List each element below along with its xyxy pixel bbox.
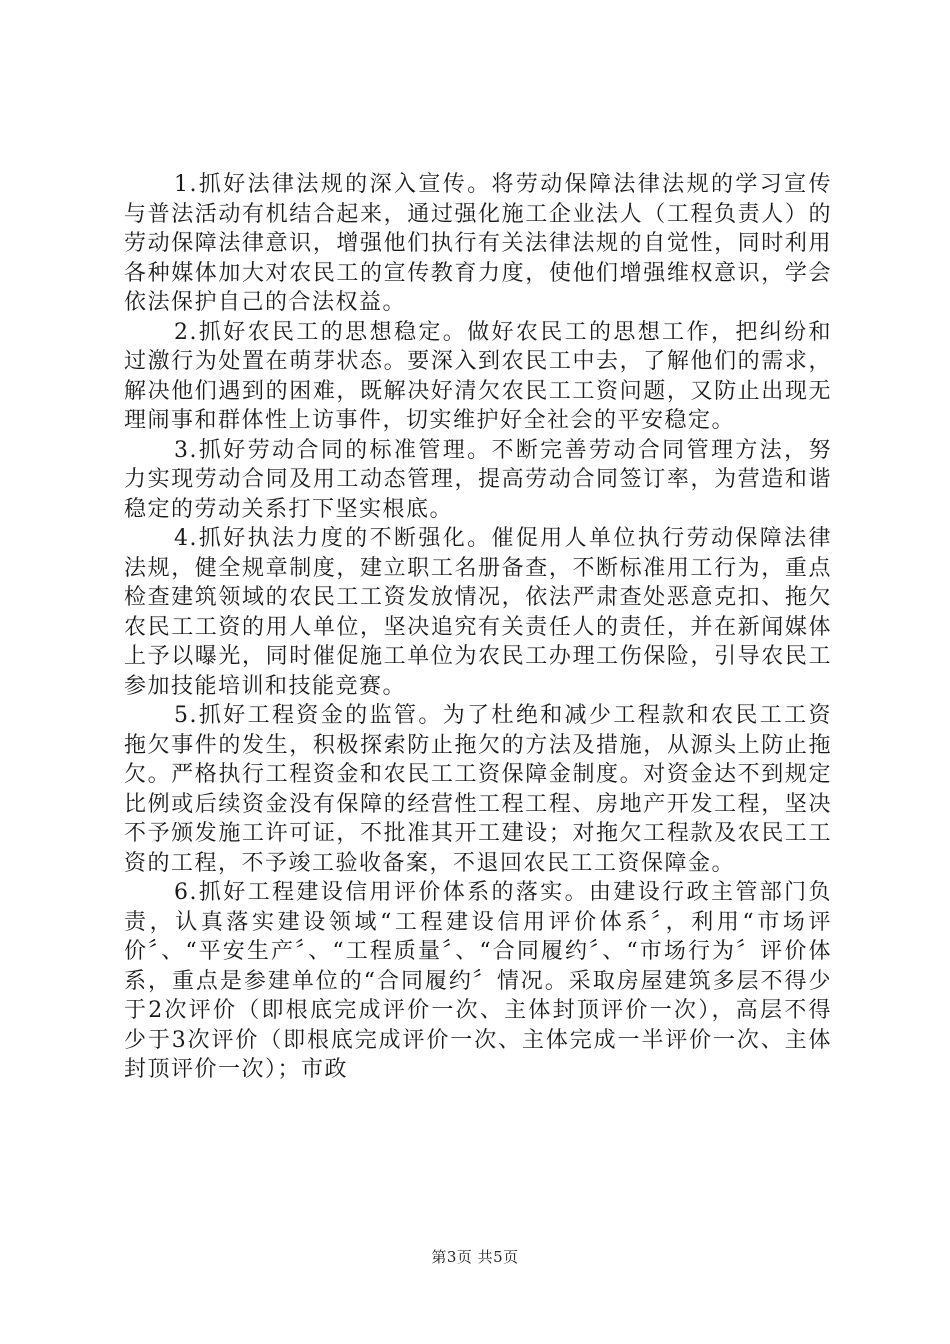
body-text xyxy=(124,170,832,1085)
paragraph-4: 4.抓好执法力度的不断强化。催促用人单位执行劳动保障法律法规，健全规章制度，建立职工名册备查，不断标准用工行为，重点检查建筑领域的农民工工资发放情况，依法严肃查处恶意克扣、拖欠农民工工资的用人单位，坚决追究有关责任人的责任，并在新闻媒体上予以曝光，同时催促施工单位为农民工办理工伤保险，引导农民工参加技能培训和技能竞赛。 xyxy=(124,526,832,699)
paragraph-6: 6.抓好工程建设信用评价体系的落实。由建设行政主管部门负责，认真落实建设领域“工程建设信用评价体系〞，利用“市场评价〞、“平安生产〞、“工程质量〞、“合同履约〞、“市场行为〞评价体系，重点是参建单位的“合同履约〞情况。采取房屋建筑多层不得少于2次评价（即根底完成评价一次、主体封顶评价一次），高层不得少于3次评价（即根底完成评价一次、主体完成一半评价一次、主体封顶评价一次）；市政 xyxy=(124,880,832,1082)
page-footer: 第3页 共5页 xyxy=(431,1248,519,1266)
paragraph-5: 5.抓好工程资金的监管。为了杜绝和减少工程款和农民工工资拖欠事件的发生，积极探索防止拖欠的方法及措施，从源头上防止拖欠。严格执行工程资金和农民工工资保障金制度。对资金达不到规定比例或后续资金没有保障的经营性工程工程、房地产开发工程，坚决不予颁发施工许可证，不批准其开工建设；对拖欠工程款及农民工工资的工程，不予竣工验收备案，不退回农民工工资保障金。 xyxy=(124,703,832,876)
paragraph-1: 1.抓好法律法规的深入宣传。将劳动保障法律法规的学习宣传与普法活动有机结合起来，通过强化施工企业法人（工程负责人）的劳动保障法律意识，增强他们执行有关法律法规的自觉性，同时利用各种媒体加大对农民工的宣传教育力度，使他们增强维权意识，学会依法保护自己的合法权益。 xyxy=(124,172,832,315)
paragraph-3: 3.抓好劳动合同的标准管理。不断完善劳动合同管理方法，努力实现劳动合同及用工动态管理，提高劳动合同签订率，为营造和谐稳定的劳动关系打下坚实根底。 xyxy=(124,437,832,522)
paragraph-2: 2.抓好农民工的思想稳定。做好农民工的思想工作，把纠纷和过激行为处置在萌芽状态。要深入到农民工中去，了解他们的需求，解决他们遇到的困难，既解决好清欠农民工工资问题，又防止出现无理闹事和群体性上访事件，切实维护好全社会的平安稳定。 xyxy=(124,319,832,433)
